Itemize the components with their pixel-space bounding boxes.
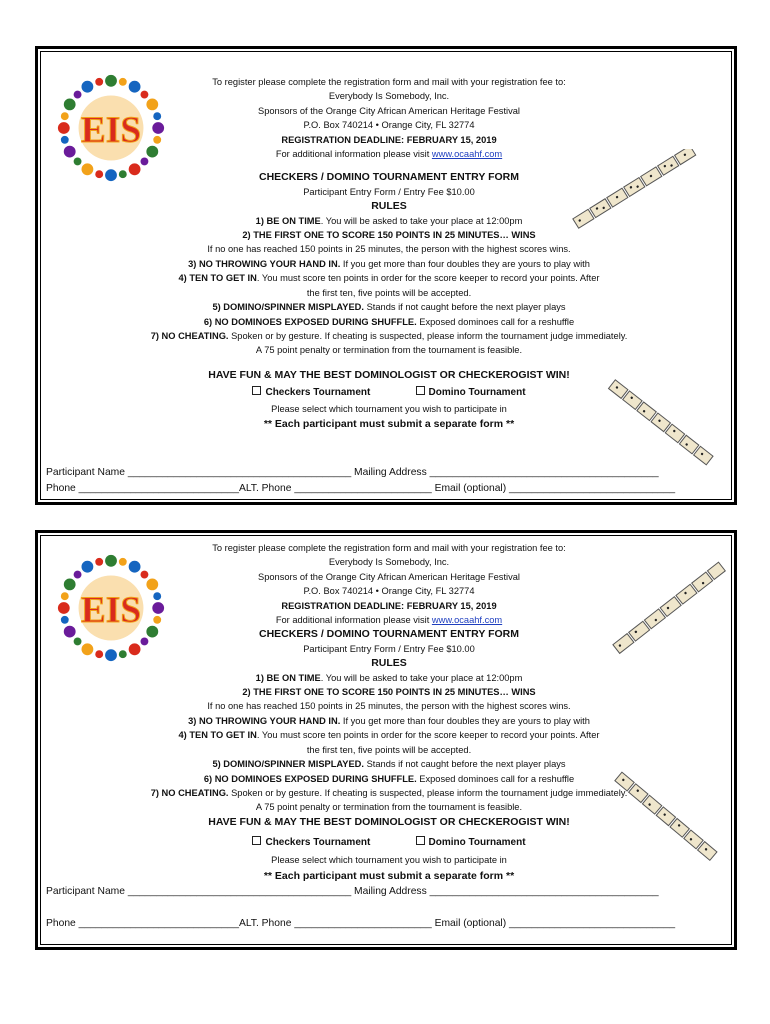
separate-form-note: ** Each participant must submit a separate form **: [263, 417, 515, 430]
info-line: [116, 613, 662, 627]
domino-option[interactable]: Domino Tournament: [416, 386, 526, 400]
info-prefix: For additional information please visit: [275, 615, 430, 626]
form-title: CHECKERS / DOMINO TOURNAMENT ENTRY FORM: [259, 171, 519, 184]
rule-line: 5) DOMINO/SPINNER MISPLAYED. Stands if not caught before the next player plays: [212, 759, 566, 770]
separate-form-note: ** Each participant must submit a separate form **: [263, 869, 515, 882]
domino-option[interactable]: Domino Tournament: [416, 836, 526, 850]
rule-line: 2) THE FIRST ONE TO SCORE 150 POINTS IN 25 MINUTES… WINS: [242, 687, 536, 698]
rule-line: 3) NO THROWING YOUR HAND IN. If you get more than four doubles they are yours to play with: [188, 715, 590, 726]
registration-form-top: [35, 46, 737, 505]
rule-line: 4) TEN TO GET IN. You must score ten points in order for the score keeper to record your points. After: [178, 730, 600, 741]
select-note: Please select which tournament you wish to participate in: [271, 403, 507, 414]
svg-text:EIS: EIS: [80, 589, 142, 631]
phone-line[interactable]: Phone ____________________________ALT. Phone ________________________ Email (optional) _____________________________: [46, 483, 676, 494]
intro-text: To register please complete the registration form and mail with your registration fee to:: [212, 543, 566, 553]
intro-text: To register please complete the registration form and mail with your registration fee to:: [212, 77, 566, 87]
fun-line: HAVE FUN & MAY THE BEST DOMINOLOGIST OR CHECKEROGIST WIN!: [208, 368, 570, 381]
deadline: REGISTRATION DEADLINE: FEBRUARY 15, 2019: [281, 600, 497, 611]
website-link[interactable]: www.ocaahf.com: [431, 149, 503, 160]
rule-line: 2) THE FIRST ONE TO SCORE 150 POINTS IN 25 MINUTES… WINS: [242, 230, 536, 241]
form-body: [116, 75, 662, 431]
rule-line: 7) NO CHEATING. Spoken or by gesture. If cheating is suspected, please inform the tournament judge immediately.: [150, 787, 628, 798]
rule-line: 7) NO CHEATING. Spoken or by gesture. If cheating is suspected, please inform the tournament judge immediately.: [150, 330, 628, 341]
rule-line: the first ten, five points will be accepted.: [306, 744, 472, 755]
rules-heading: RULES: [371, 657, 407, 670]
form-body: [116, 541, 662, 883]
deadline: REGISTRATION DEADLINE: FEBRUARY 15, 2019: [281, 134, 497, 145]
rule-line: 1) BE ON TIME. You will be asked to take your place at 12:00pm: [255, 215, 523, 226]
rule-line: 5) DOMINO/SPINNER MISPLAYED. Stands if not caught before the next player plays: [212, 302, 566, 313]
org-name: Everybody Is Somebody, Inc.: [328, 557, 450, 568]
checkbox-icon[interactable]: [416, 386, 425, 395]
tournament-options: [116, 385, 662, 400]
phone-line[interactable]: Phone ____________________________ALT. Phone ________________________ Email (optional) _____________________________: [46, 918, 676, 929]
entry-fee: Participant Entry Form / Entry Fee $10.00: [303, 643, 475, 654]
rule-line: If no one has reached 150 points in 25 minutes, the person with the highest scores wins.: [207, 244, 571, 255]
svg-text:EIS: EIS: [80, 109, 142, 151]
info-prefix: For additional information please visit: [275, 149, 430, 160]
registration-form-bottom: [35, 530, 737, 950]
select-note: Please select which tournament you wish to participate in: [271, 854, 507, 865]
checkbox-icon[interactable]: [252, 386, 261, 395]
rule-line: the first ten, five points will be accepted.: [306, 287, 472, 298]
checkers-option[interactable]: Checkers Tournament: [252, 386, 370, 400]
rules-heading: RULES: [371, 200, 407, 213]
rule-line: 6) NO DOMINOES EXPOSED DURING SHUFFLE. Exposed dominoes call for a reshuffle: [203, 316, 575, 327]
sponsor-text: Sponsors of the Orange City African American Heritage Festival: [258, 571, 520, 582]
website-link[interactable]: www.ocaahf.com: [431, 615, 503, 626]
participant-name-line[interactable]: Participant Name _______________________________________ Mailing Address ________________________________________: [46, 886, 659, 897]
sponsor-text: Sponsors of the Orange City African American Heritage Festival: [258, 105, 520, 116]
checkbox-icon[interactable]: [252, 836, 261, 845]
rule-line: A 75 point penalty or termination from the tournament is feasible.: [255, 345, 523, 356]
rule-line: If no one has reached 150 points in 25 minutes, the person with the highest scores wins.: [207, 701, 571, 712]
org-name: Everybody Is Somebody, Inc.: [328, 91, 450, 102]
rule-line: 3) NO THROWING YOUR HAND IN. If you get more than four doubles they are yours to play with: [188, 258, 590, 269]
checkbox-icon[interactable]: [416, 836, 425, 845]
fun-line: HAVE FUN & MAY THE BEST DOMINOLOGIST OR CHECKEROGIST WIN!: [208, 815, 570, 828]
rule-line: A 75 point penalty or termination from the tournament is feasible.: [255, 802, 523, 813]
mail-address: P.O. Box 740214 • Orange City, FL 32774: [303, 586, 475, 597]
rule-line: 1) BE ON TIME. You will be asked to take your place at 12:00pm: [255, 672, 523, 683]
participant-name-line[interactable]: Participant Name _______________________________________ Mailing Address ________________________________________: [46, 467, 659, 478]
form-title: CHECKERS / DOMINO TOURNAMENT ENTRY FORM: [259, 628, 519, 641]
entry-fee: Participant Entry Form / Entry Fee $10.00: [303, 186, 475, 197]
info-line: [116, 147, 662, 161]
tournament-options: [116, 835, 662, 850]
checkers-option[interactable]: Checkers Tournament: [252, 836, 370, 850]
mail-address: P.O. Box 740214 • Orange City, FL 32774: [303, 120, 475, 131]
rule-line: 4) TEN TO GET IN. You must score ten points in order for the score keeper to record your points. After: [178, 273, 600, 284]
rule-line: 6) NO DOMINOES EXPOSED DURING SHUFFLE. Exposed dominoes call for a reshuffle: [203, 773, 575, 784]
